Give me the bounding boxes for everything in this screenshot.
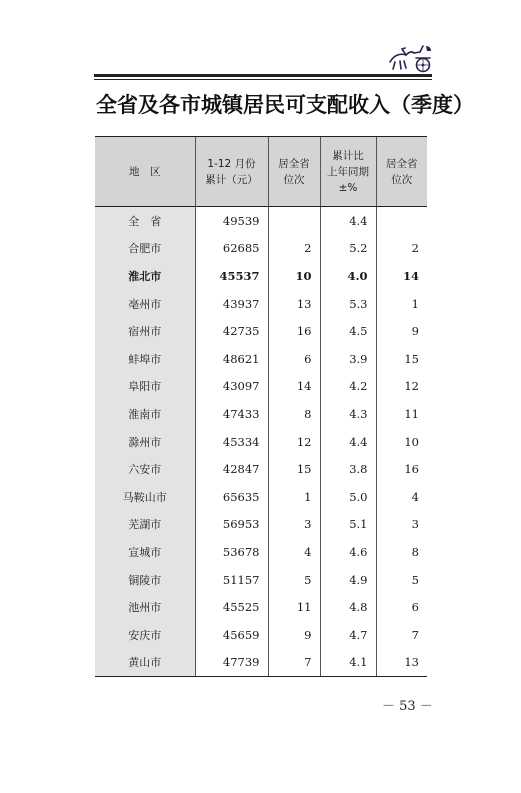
income-rank-cell: 16 [268,317,320,345]
income-cell: 53678 [195,538,268,566]
growth-rank-cell: 3 [376,511,427,539]
income-rank-cell: 11 [268,593,320,621]
region-cell: 池州市 [95,593,195,621]
income-rank-cell: 2 [268,235,320,263]
region-cell: 合肥市 [95,235,195,263]
region-cell: 六安市 [95,455,195,483]
growth-cell: 4.8 [320,593,376,621]
header-growth-line1: 累计比 [332,149,364,162]
region-cell: 铜陵市 [95,566,195,594]
growth-rank-cell: 15 [376,345,427,373]
header-income [195,137,268,207]
header-region [95,137,195,207]
region-cell: 淮北市 [95,262,195,290]
growth-cell: 5.1 [320,511,376,539]
region-cell: 阜阳市 [95,373,195,401]
table-row [95,207,427,235]
table-row [95,400,427,428]
growth-cell: 4.9 [320,566,376,594]
region-cell: 黄山市 [95,649,195,677]
income-cell: 48621 [195,345,268,373]
table-row [95,235,427,263]
region-cell: 滁州市 [95,428,195,456]
income-cell: 56953 [195,511,268,539]
growth-cell: 4.4 [320,428,376,456]
income-rank-cell [268,207,320,235]
income-cell: 45334 [195,428,268,456]
region-cell: 蚌埠市 [95,345,195,373]
growth-rank-cell: 11 [376,400,427,428]
growth-rank-cell: 2 [376,235,427,263]
growth-cell: 4.7 [320,621,376,649]
table-row [95,455,427,483]
header-rule-thick [94,74,432,77]
header-growth-line3: ±% [338,181,358,194]
table-row [95,538,427,566]
income-cell: 47739 [195,649,268,677]
income-rank-cell: 13 [268,290,320,318]
table-row [95,593,427,621]
income-table [95,136,427,677]
growth-cell: 4.2 [320,373,376,401]
income-rank-cell: 9 [268,621,320,649]
horse-carriage-logo-icon [386,40,434,74]
income-cell: 51157 [195,566,268,594]
region-cell: 淮南市 [95,400,195,428]
income-rank-cell: 4 [268,538,320,566]
region-cell: 宿州市 [95,317,195,345]
table-row [95,511,427,539]
table-row [95,566,427,594]
table-row [95,262,427,290]
table-row [95,428,427,456]
header-growth [320,137,376,207]
page-title: 全省及各市城镇居民可支配收入（季度） [96,93,474,117]
growth-cell: 4.3 [320,400,376,428]
income-cell: 43097 [195,373,268,401]
region-cell: 芜湖市 [95,511,195,539]
income-cell: 47433 [195,400,268,428]
growth-cell: 5.3 [320,290,376,318]
header-rank-line1: 居全省 [278,157,310,170]
header-rule-thin [94,79,432,80]
income-cell: 45525 [195,593,268,621]
growth-cell: 4.4 [320,207,376,235]
region-cell: 马鞍山市 [95,483,195,511]
page-number: － 53 － [382,699,433,714]
header-rank-line2: 位次 [283,173,305,186]
header-growth-rank-line2: 位次 [391,173,413,186]
income-rank-cell: 5 [268,566,320,594]
income-rank-cell: 12 [268,428,320,456]
table-row [95,317,427,345]
income-rank-cell: 3 [268,511,320,539]
table-row [95,621,427,649]
income-cell: 45537 [195,262,268,290]
growth-rank-cell [376,207,427,235]
header-income-rank [268,137,320,207]
income-rank-cell: 10 [268,262,320,290]
header-growth-rank-line1: 居全省 [386,157,418,170]
income-rank-cell: 6 [268,345,320,373]
growth-rank-cell: 14 [376,262,427,290]
growth-rank-cell: 12 [376,373,427,401]
income-cell: 62685 [195,235,268,263]
growth-rank-cell: 5 [376,566,427,594]
region-cell: 全 省 [95,207,195,235]
header-region-label: 地 区 [129,165,161,178]
growth-rank-cell: 8 [376,538,427,566]
income-cell: 42847 [195,455,268,483]
table-row [95,373,427,401]
income-rank-cell: 15 [268,455,320,483]
income-rank-cell: 14 [268,373,320,401]
growth-cell: 4.5 [320,317,376,345]
header-income-line2: 累计（元） [205,173,258,186]
growth-rank-cell: 1 [376,290,427,318]
income-cell: 45659 [195,621,268,649]
table-row [95,649,427,677]
growth-cell: 4.0 [320,262,376,290]
table-row [95,483,427,511]
region-cell: 安庆市 [95,621,195,649]
income-cell: 49539 [195,207,268,235]
header-income-line1: 1-12 月份 [207,157,256,170]
income-rank-cell: 8 [268,400,320,428]
region-cell: 亳州市 [95,290,195,318]
header-growth-rank [376,137,427,207]
growth-cell: 4.6 [320,538,376,566]
region-cell: 宣城市 [95,538,195,566]
table-row [95,290,427,318]
growth-rank-cell: 7 [376,621,427,649]
growth-rank-cell: 6 [376,593,427,621]
income-rank-cell: 1 [268,483,320,511]
table-header-row [95,137,427,207]
growth-cell: 5.2 [320,235,376,263]
growth-rank-cell: 16 [376,455,427,483]
header-growth-line2: 上年同期 [327,165,369,178]
income-cell: 43937 [195,290,268,318]
growth-rank-cell: 9 [376,317,427,345]
income-cell: 65635 [195,483,268,511]
income-rank-cell: 7 [268,649,320,677]
table-row [95,345,427,373]
growth-rank-cell: 10 [376,428,427,456]
growth-cell: 3.8 [320,455,376,483]
growth-cell: 3.9 [320,345,376,373]
growth-rank-cell: 13 [376,649,427,677]
income-cell: 42735 [195,317,268,345]
growth-cell: 4.1 [320,649,376,677]
growth-cell: 5.0 [320,483,376,511]
growth-rank-cell: 4 [376,483,427,511]
